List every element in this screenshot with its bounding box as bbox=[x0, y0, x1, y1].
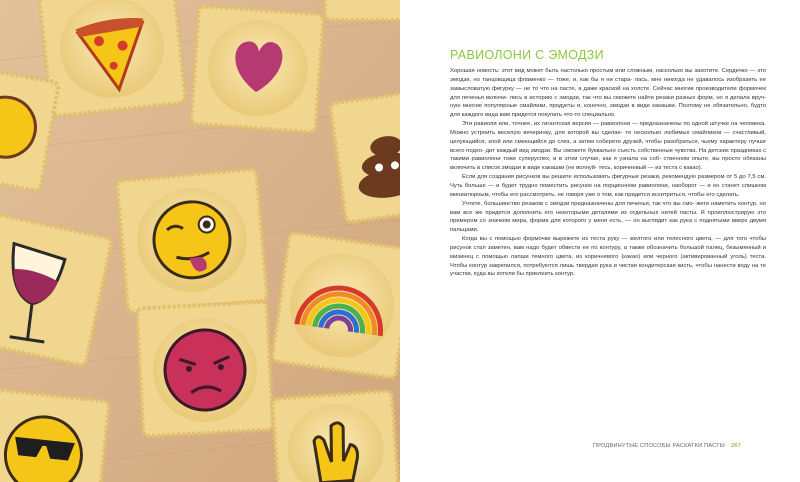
ravioli-angry bbox=[137, 302, 274, 437]
ravioli-heart bbox=[191, 6, 324, 132]
page-footer bbox=[593, 443, 741, 449]
page-number: 267 bbox=[730, 443, 741, 449]
text-page bbox=[400, 0, 800, 482]
body-text bbox=[450, 67, 766, 279]
ravioli-pizza bbox=[39, 0, 186, 116]
ravioli-top-right bbox=[325, 0, 400, 20]
paragraph: Если для создания рисунков вы решите использовать фигурные резаки, рекомендую размером от 5 до 7,5 см. Чуть больше — и будет трудно поместить рисунок на порционном равиолони, наоборот — и он станет слишком миниатюрным, чтобы его рассмотреть, не говоря уже о том, как придется исхитриться, чтобы его сделать. bbox=[450, 174, 766, 198]
ravioli-rainbow bbox=[272, 232, 400, 378]
paragraph: Хорошая новость: этот вид может быть настолько простым или сложным, насколько вы захотите. Сердечко — это эмодзи, но танцовщица фламенко — тоже, и, как бы я ни стара- лась, мне никогда не удавалось изобразить ее замысловатую фигурку — не то что на пасте, а даже краской на холсте. Сейчас многие производители формочек для печенья включи- лись в историю с эмодзи, так что вы сможете найти резаки разных форм, но я делала вруч- ную многие популярные смайлики, продукты и, конечно, эмодзи в виде какашки. Поэтому не обязательно, будто для каждого вида вам придется покупать что-то специально. bbox=[450, 68, 766, 119]
ravioli-peace bbox=[272, 391, 399, 482]
paragraph: Учтите, большинство резаков с эмодзи предназначены для печенья, так что вы смо- жете наметить контур, но вам все же придется дополнить его некоторыми деталями из отдельных нитей пасты. Я проиллюстрирую это примером со значком мира, форма для которого у меня есть, — он выглядит как рука с поднятыми вверх двумя пальцами. bbox=[450, 200, 766, 234]
footer-section-title: ПРОДВИНУТЫЕ СПОСОБЫ РАСКАТКИ ПАСТЫ bbox=[593, 443, 725, 449]
paragraph: Эти равиоли или, точнее, их гигантская версия — равиолони — предназначены по одной штучке на человека. Можно устроить веселую вечеринку, для которой вы сделае- те несколько любимых смайликов — счастливый, целующийся, злой или смеющийся до слез, а затем соберете друзей, чтобы разобраться, чьему характеру лучше всего подхо- дит каждый вид эмодзи. Вы сможете буквально съесть собственные чувства. На детских праздниках с такими равиолони тоже суперуспех, и в этом случае, как я узнала на соб- ственном опыте, вы просто обязаны включить в список эмодзи в виде какашки (не волнуй- тесь, коричневый — из теста с какао). bbox=[450, 121, 766, 172]
ravioli-sunglasses bbox=[0, 389, 109, 482]
ravioli-tongue bbox=[117, 169, 268, 313]
page-title: РАВИОЛОНИ С ЭМОДЗИ bbox=[450, 48, 604, 63]
paragraph: Когда вы с помощью формочки вырежете из теста руку — желтого или телесного цвета, — для того чтобы рисунок стал заметен, вам надо будет обвести ее по контуру, а также обозначить большой палец, безымянный и мизинец с помощью лапши темного цвета, из коричневого (какао) или черного (активированный уголь) теста. Чтобы контур закрепился, потребуются лишь твердая рука и чистая кондитерская кисть, чтобы нанести воду на те участки, куда вы хотели бы приклеить контур. bbox=[450, 236, 766, 278]
